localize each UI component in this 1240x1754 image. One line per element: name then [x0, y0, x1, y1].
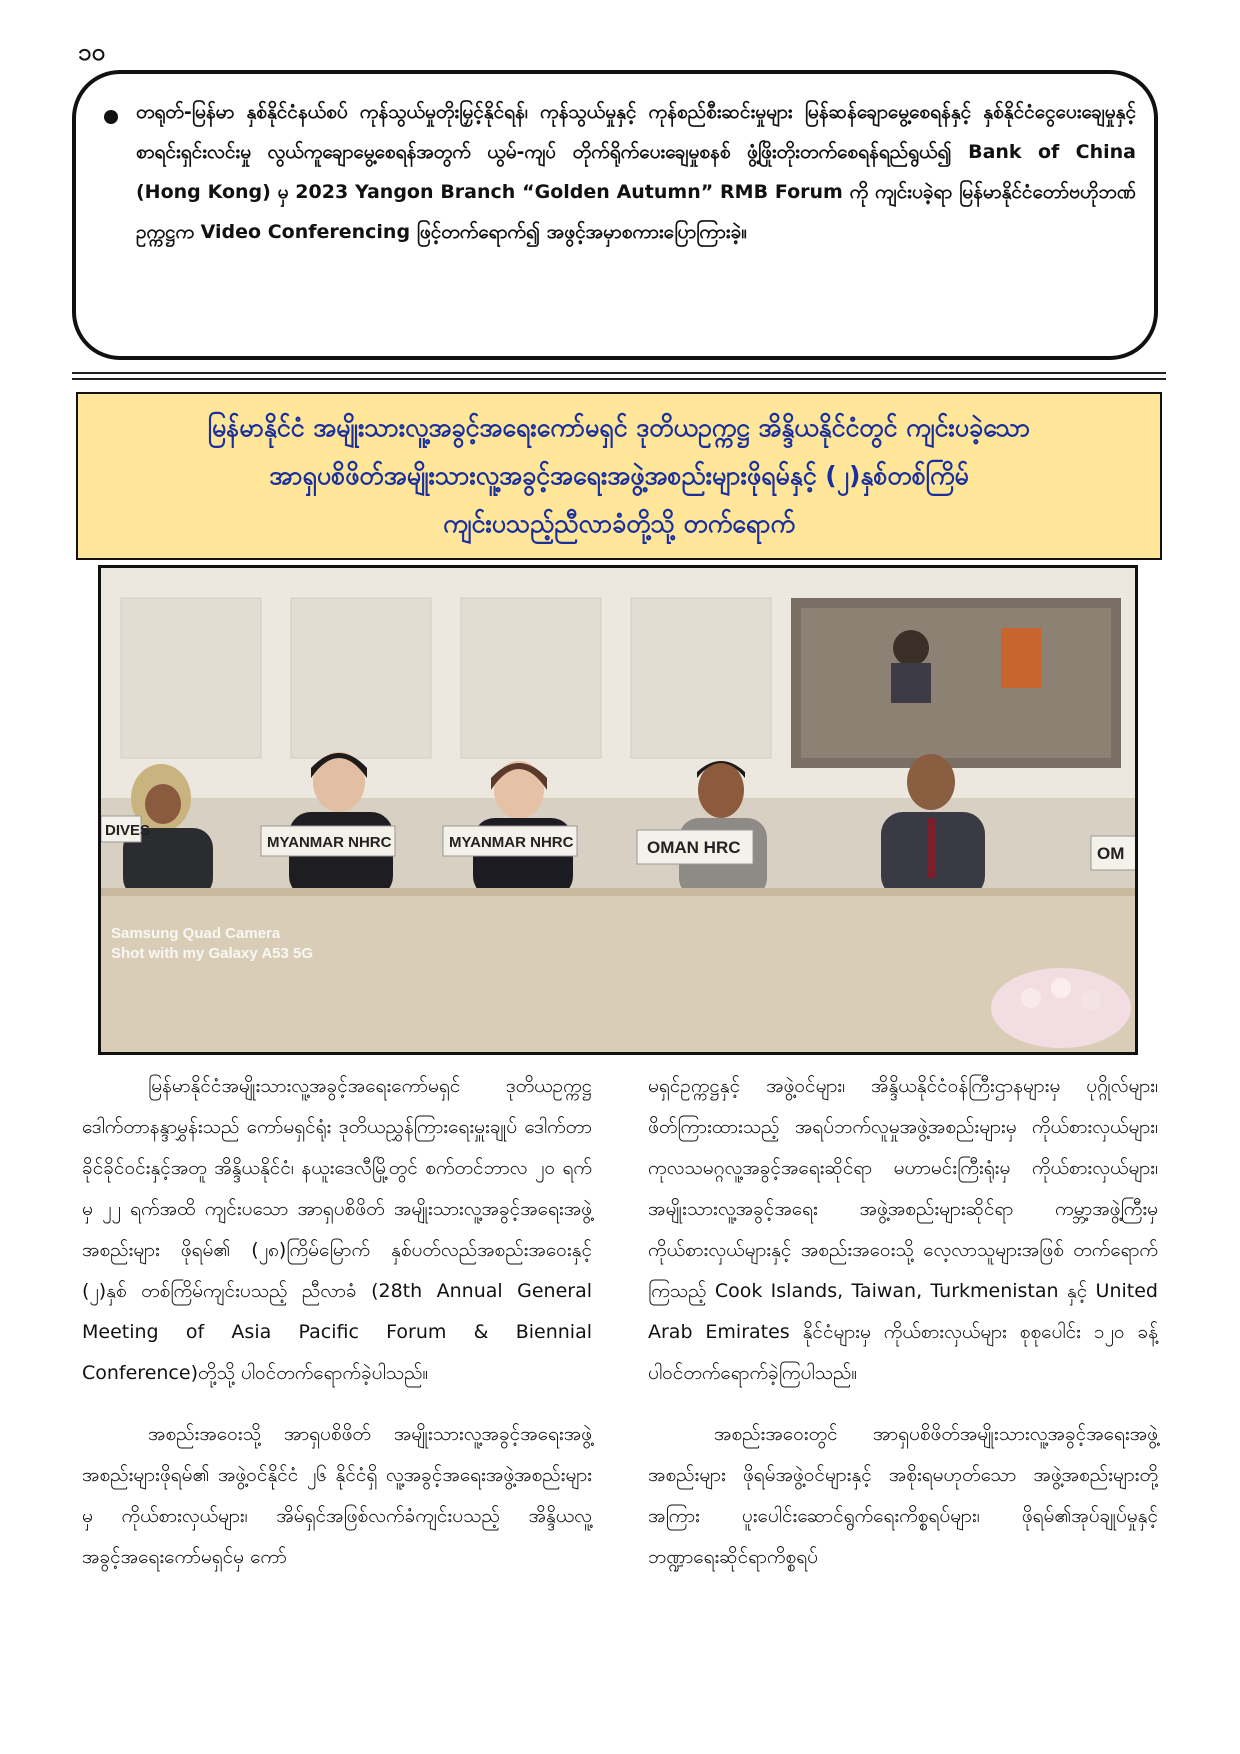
conference-photo — [98, 565, 1138, 1055]
headline-line-1: မြန်မာနိုင်ငံ အမျိုးသားလူ့အခွင့်အရေးကော်မရှင် ဒုတိယဥက္ကဋ္ဌ အိန္ဒိယနိုင်ငံတွင် ကျင်းပခဲ့သော — [207, 413, 1031, 442]
nameplate-4: OMAN HRC — [647, 838, 741, 857]
nameplate-1: DIVES — [105, 822, 151, 839]
bullet-point-icon — [104, 110, 118, 124]
highlight-bullet-box — [72, 70, 1158, 360]
camera-watermark-line-2: Shot with my Galaxy A53 5G — [111, 945, 314, 962]
nameplate-5: OM — [1097, 844, 1125, 863]
body-paragraph-right-2: အစည်းအဝေးတွင် အာရှပစိဖိတ်အမျိုးသားလူ့အခွင့်အရေးအဖွဲ့အစည်းများ ဖိုရမ်အဖွဲ့ဝင်များနှင့် အစိုးရမဟုတ်သော အဖွဲ့အစည်းများတို့အကြား ပူးပေါင်းဆောင်ရွက်ရေးကိစ္စရပ်များ၊ ဖိုရမ်၏အုပ်ချုပ်မှုနှင့် ဘဏ္ဍာရေးဆိုင်ရာကိစ္စရပ် — [648, 1423, 1158, 1568]
article-headline-box — [76, 392, 1162, 560]
body-column-left — [82, 1066, 592, 1598]
headline-line-3: ကျင်းပသည့်ညီလာခံတို့သို့ တက်ရောက် — [443, 509, 795, 538]
conference-table — [101, 888, 1135, 1052]
camera-watermark-line-1: Samsung Quad Camera — [111, 925, 281, 942]
body-paragraph-right-1: မရှင်ဥက္ကဋ္ဌနှင့် အဖွဲ့ဝင်များ၊ အိန္ဒိယနိုင်ငံဝန်ကြီးဌာနများမှ ပုဂ္ဂိုလ်များ၊ ဖိတ်ကြားထားသည့် အရပ်ဘက်လူမှုအဖွဲ့အစည်းများမှ ကိုယ်စားလှယ်များ၊ ကုလသမဂ္ဂလူ့အခွင့်အရေးဆိုင်ရာ မဟာမင်းကြီးရုံးမှ ကိုယ်စားလှယ်များ၊ အမျိုးသားလူ့အခွင့်အရေး အဖွဲ့အစည်းများဆိုင်ရာ ကမ္ဘာ့အဖွဲ့ကြီးမှ ကိုယ်စားလှယ်များနှင့် အစည်းအဝေးသို့ လေ့လာသူများအဖြစ် တက်ရောက်ကြသည့် Cook Islands, Taiwan, Turkmenistan နှင့် United Arab Emirates နိုင်ငံများမှ ကိုယ်စားလှယ်များ စုစုပေါင်း ၁၂၀ ခန့် ပါဝင်တက်ရောက်ခဲ့ကြပါသည်။ — [648, 1075, 1158, 1384]
nameplate-3: MYANMAR NHRC — [449, 834, 574, 851]
body-paragraph-left-1: မြန်မာနိုင်ငံအမျိုးသားလူ့အခွင့်အရေးကော်မရှင် ဒုတိယဥက္ကဋ္ဌ ဒေါက်တာနန္ဒာမွှန်းသည် ကော်မရှင်ရုံး ဒုတိယညွှန်ကြားရေးမှူးချုပ် ဒေါက်တာခိုင်ခိုင်ဝင်းနှင့်အတူ အိန္ဒိယနိုင်ငံ၊ နယူးဒေလီမြို့တွင် စက်တင်ဘာလ ၂၀ ရက်မှ ၂၂ ရက်အထိ ကျင်းပသော အာရှပစိဖိတ် အမျိုးသားလူ့အခွင့်အရေးအဖွဲ့အစည်းများ ဖိုရမ်၏ (၂၈)ကြိမ်မြောက် နှစ်ပတ်လည်အစည်းအဝေးနှင့် (၂)နှစ် တစ်ကြိမ်ကျင်းပသည့် ညီလာခံ (28th Annual General Meeting of Asia Pacific Forum & Biennial Conference)တို့သို့ ပါဝင်တက်ရောက်ခဲ့ပါသည်။ — [82, 1075, 592, 1384]
divider-rule-top — [72, 372, 1166, 374]
page-number: ၁၀ — [78, 38, 105, 66]
headline-line-2: အာရှပစိဖိတ်အမျိုးသားလူ့အခွင့်အရေးအဖွဲ့အစည်းများဖိုရမ်နှင့် (၂)နှစ်တစ်ကြိမ် — [269, 461, 969, 490]
divider-rule-bottom — [72, 378, 1166, 380]
body-column-right — [648, 1066, 1158, 1598]
body-paragraph-left-2: အစည်းအဝေးသို့ အာရှပစိဖိတ် အမျိုးသားလူ့အခွင့်အရေးအဖွဲ့အစည်းများဖိုရမ်၏ အဖွဲ့ဝင်နိုင်ငံ ၂၆ နိုင်ငံရှိ လူ့အခွင့်အရေးအဖွဲ့အစည်းများမှ ကိုယ်စားလှယ်များ၊ အိမ်ရှင်အဖြစ်လက်ခံကျင်းပသည့် အိန္ဒိယလူ့အခွင့်အရေးကော်မရှင်မှ ကော် — [82, 1423, 592, 1568]
nameplate-2: MYANMAR NHRC — [267, 834, 392, 851]
conference-photo-illustration — [101, 568, 1135, 1052]
bullet-text: တရုတ်-မြန်မာ နှစ်နိုင်ငံနယ်စပ် ကုန်သွယ်မှုတိုးမြှင့်နိုင်ရန်၊ ကုန်သွယ်မှုနှင့် ကုန်စည်စီးဆင်းမှုများ မြန်ဆန်ချောမွေ့စေရန်နှင့် နှစ်နိုင်ငံငွေပေးချေမှုနှင့် စာရင်းရှင်းလင်းမှု လွယ်ကူချောမွေ့စေရန်အတွက် ယွမ်-ကျပ် တိုက်ရိုက်ပေးချေမှုစနစ် ဖွံ့ဖြိုးတိုးတက်စေရန်ရည်ရွယ်၍ Bank of China (Hong Kong) မှ 2023 Yangon Branch “Golden Autumn” RMB Forum ကို ကျင်းပခဲ့ရာ မြန်မာနိုင်ငံတော်ဗဟိုဘဏ်ဥက္ကဋ္ဌက Video Conferencing ဖြင့်တက်ရောက်၍ အဖွင့်အမှာစကားပြောကြားခဲ့။ — [136, 101, 1136, 243]
